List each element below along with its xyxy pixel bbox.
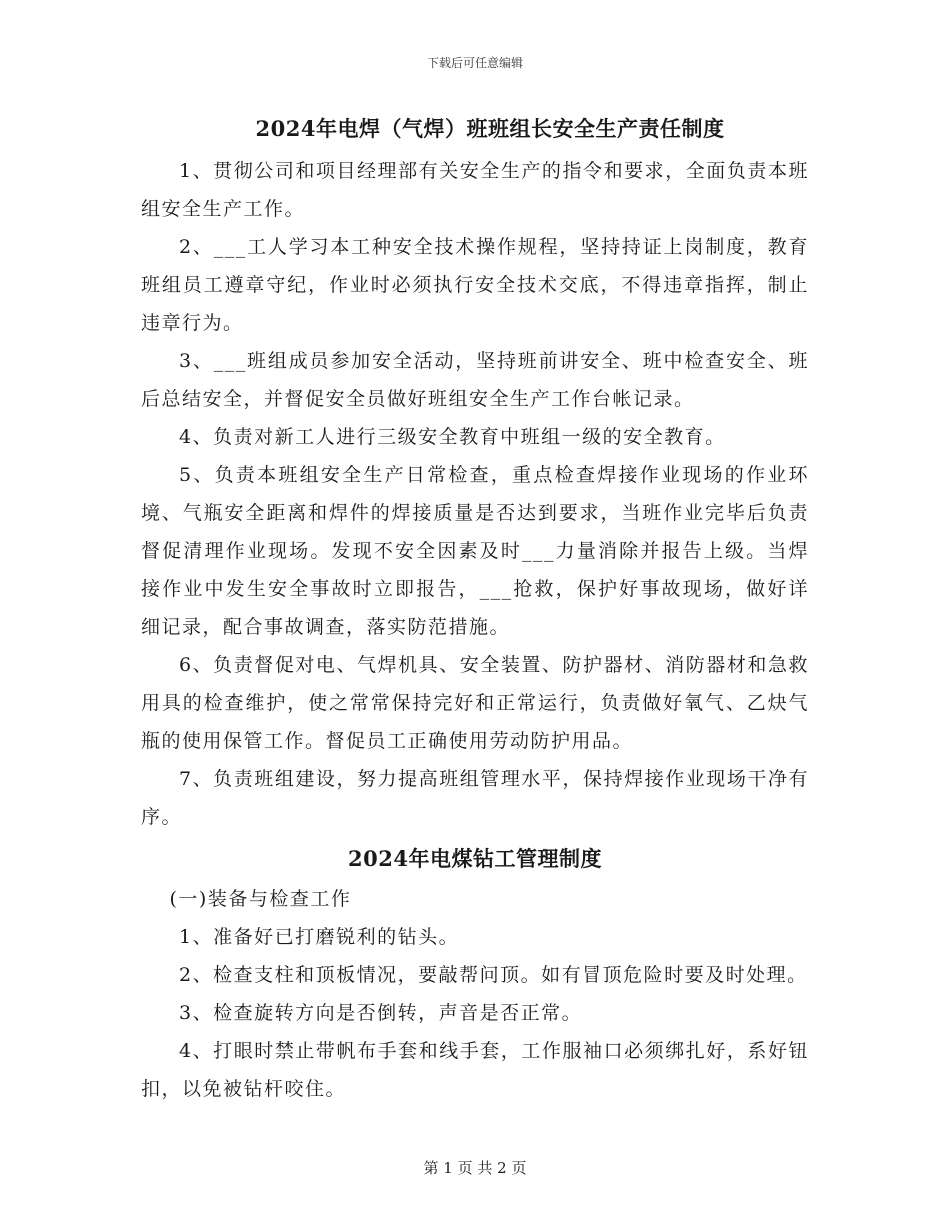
document-body	[141, 110, 809, 1108]
paragraph: 1、贯彻公司和项目经理部有关安全生产的指令和要求，全面负责本班组安全生产工作。	[141, 160, 809, 220]
paragraph: 5、负责本班组安全生产日常检查，重点检查焊接作业现场的作业环境、气瓶安全距离和焊件的焊接质量是否达到要求，当班作业完毕后负责督促清理作业现场。发现不安全因素及时___力量消除并报告上级。当焊接作业中发生安全事故时立即报告，___抢救，保护好事故现场，做好详细记录，配合事故调查，落实防范措施。	[141, 464, 809, 638]
paragraph: 2、___工人学习本工种安全技术操作规程，坚持持证上岗制度，教育班组员工遵章守纪，作业时必须执行安全技术交底，不得违章指挥，制止违章行为。	[141, 236, 809, 334]
paragraph: 2、检查支柱和顶板情况，要敲帮问顶。如有冒顶危险时要及时处理。	[179, 964, 808, 986]
paragraph: 4、负责对新工人进行三级安全教育中班组一级的安全教育。	[179, 426, 726, 448]
page-header: 下载后可任意编辑	[426, 56, 523, 70]
paragraph: 3、___班组成员参加安全活动，坚持班前讲安全、班中检查安全、班后总结安全，并督促安全员做好班组安全生产工作台帐记录。	[141, 350, 809, 410]
paragraph: 7、负责班组建设，努力提高班组管理水平，保持焊接作业现场干净有序。	[141, 768, 809, 828]
paragraph: 6、负责督促对电、气焊机具、安全装置、防护器材、消防器材和急救用具的检查维护，使之常常保持完好和正常运行，负责做好氧气、乙炔气瓶的使用保管工作。督促员工正确使用劳动防护用品。	[141, 654, 809, 752]
subheading: (一)装备与检查工作	[169, 888, 352, 910]
section-title: 2024年电煤钻工管理制度	[348, 846, 602, 871]
paragraph: 1、准备好已打磨锐利的钻头。	[179, 926, 460, 948]
paragraph: 4、打眼时禁止带帆布手套和线手套，工作服袖口必须绑扎好，系好钮扣，以免被钻杆咬住。	[141, 1040, 809, 1100]
page-footer: 第 1 页 共 2 页	[423, 1159, 527, 1177]
section-title: 2024年电焊（气焊）班班组长安全生产责任制度	[255, 116, 725, 141]
paragraph: 3、检查旋转方向是否倒转，声音是否正常。	[179, 1002, 583, 1024]
